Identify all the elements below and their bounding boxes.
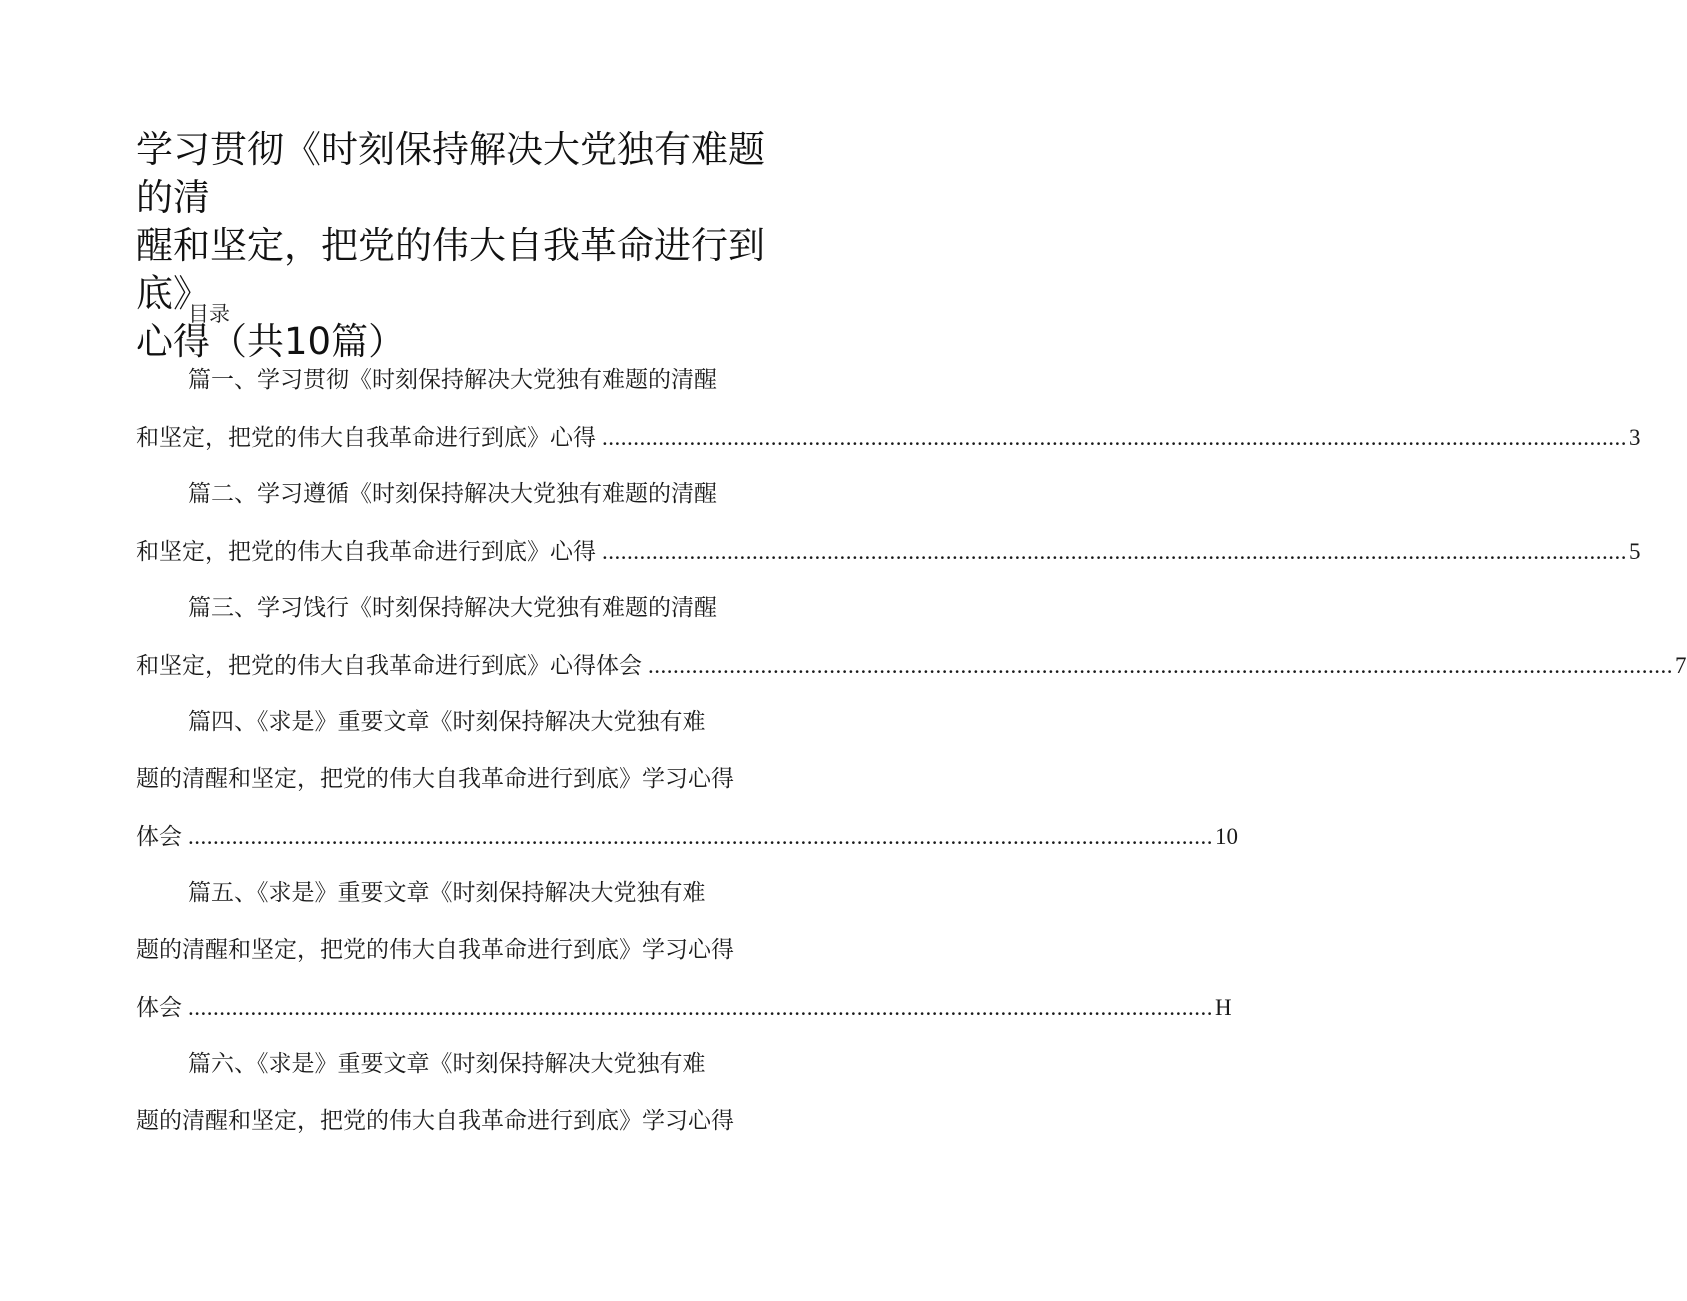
- title-line: 学习贯彻《时刻保持解决大党独有难题的清: [136, 128, 765, 219]
- toc-heading: 目录: [188, 302, 230, 326]
- toc-entry-last-line: [136, 979, 1232, 1036]
- toc-entry-text: 体会: [136, 824, 182, 850]
- toc-page-number: 5: [1629, 539, 1641, 564]
- toc-entry[interactable]: [136, 865, 1232, 1036]
- toc-entry-line: 题的清醒和坚定，把党的伟大自我革命进行到底》学习心得: [136, 766, 734, 792]
- title-line: 醒和坚定，把党的伟大自我革命进行到底》: [136, 224, 765, 315]
- toc-entry[interactable]: [136, 352, 1641, 466]
- toc-page-number: 7: [1675, 653, 1687, 678]
- toc-entry-text: 和坚定，把党的伟大自我革命进行到底》心得体会: [136, 653, 642, 679]
- toc-page-number: 10: [1215, 824, 1238, 849]
- toc-entry-line: 篇四、《求是》重要文章《时刻保持解决大党独有难: [188, 709, 706, 735]
- title-line: 心得（共10篇）: [136, 320, 406, 363]
- toc-entry[interactable]: [136, 694, 1238, 865]
- toc-entry-text: 体会: [136, 995, 182, 1021]
- toc-entry-last-line: [136, 409, 1641, 466]
- toc-entry-last-line: [136, 808, 1238, 865]
- toc-page-number: 3: [1629, 425, 1641, 450]
- toc-entry-line: 题的清醒和坚定，把党的伟大自我革命进行到底》学习心得: [136, 937, 734, 963]
- toc-page-number: H: [1215, 995, 1232, 1020]
- toc-leader-dots: ....................................................................................................................................................................: [188, 824, 1213, 849]
- toc-entry-line: 题的清醒和坚定，把党的伟大自我革命进行到底》学习心得: [136, 1108, 734, 1134]
- toc-entry-last-line: [136, 523, 1641, 580]
- toc-entry-text: 和坚定，把党的伟大自我革命进行到底》心得: [136, 425, 596, 451]
- toc-entry-last-line: [136, 637, 1687, 694]
- toc-entry-line: 篇二、学习遵循《时刻保持解决大党独有难题的清醒: [188, 481, 717, 507]
- toc-leader-dots: ....................................................................................................................................................................: [602, 539, 1627, 564]
- document-title: [136, 126, 776, 366]
- toc-entry-line: 篇五、《求是》重要文章《时刻保持解决大党独有难: [188, 880, 706, 906]
- toc-entry[interactable]: [136, 580, 1687, 694]
- toc-entry[interactable]: [136, 466, 1641, 580]
- toc-entry-line: 篇六、《求是》重要文章《时刻保持解决大党独有难: [188, 1051, 706, 1077]
- toc-leader-dots: ....................................................................................................................................................................: [602, 425, 1627, 450]
- toc-entry[interactable]: [136, 1036, 776, 1150]
- toc-entry-text: 和坚定，把党的伟大自我革命进行到底》心得: [136, 539, 596, 565]
- toc-entry-line: 篇一、学习贯彻《时刻保持解决大党独有难题的清醒: [188, 367, 717, 393]
- table-of-contents: [136, 352, 1687, 1150]
- toc-leader-dots: ....................................................................................................................................................................: [188, 995, 1213, 1020]
- toc-leader-dots: ....................................................................................................................................................................: [648, 653, 1673, 678]
- toc-entry-line: 篇三、学习饯行《时刻保持解决大党独有难题的清醒: [188, 595, 717, 621]
